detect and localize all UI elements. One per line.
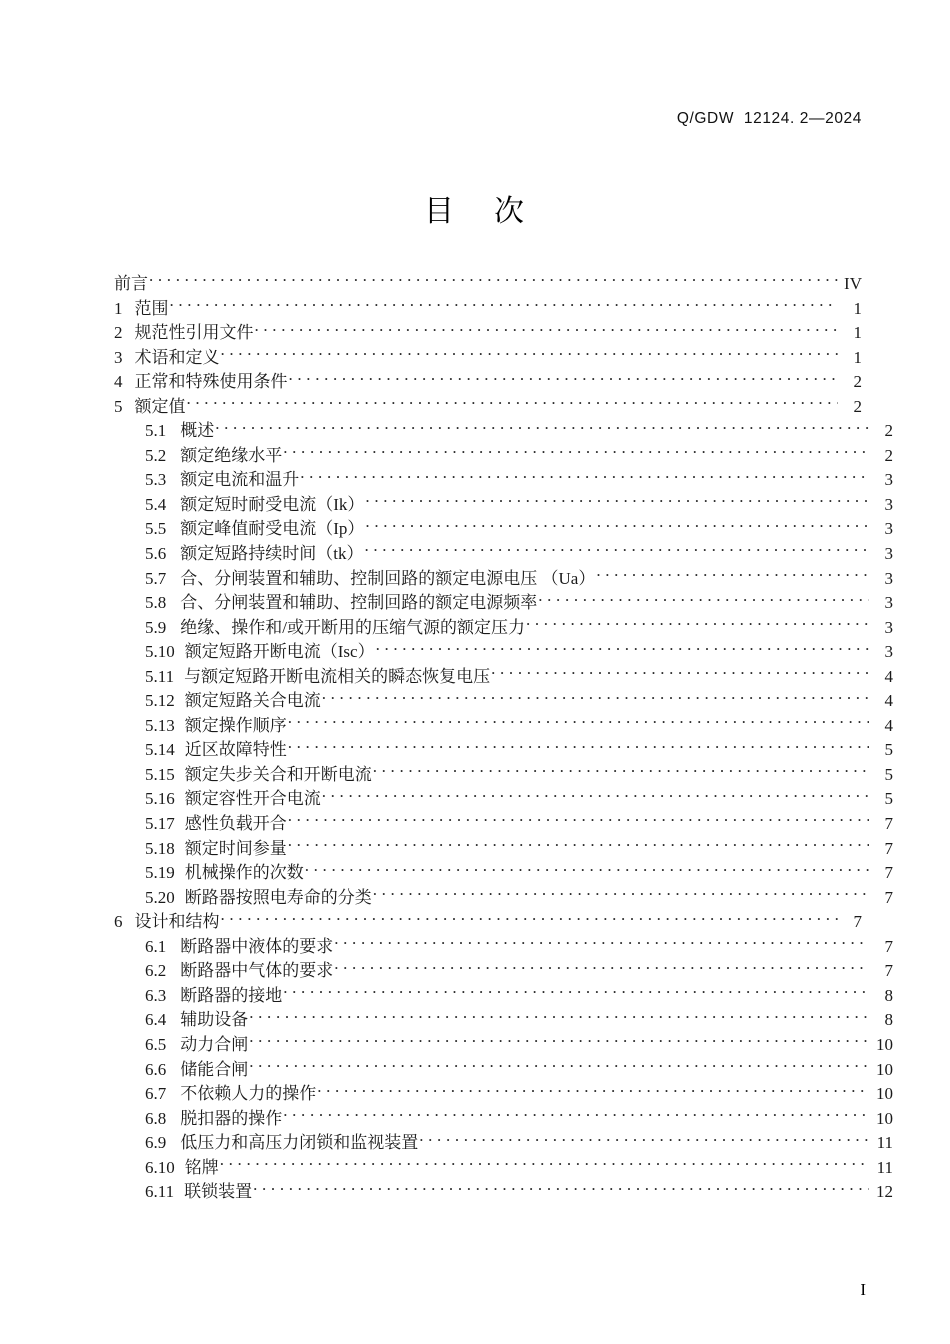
toc-entry-title: 低压力和高压力闭锁和监视装置 bbox=[180, 1133, 419, 1153]
toc-dot-leader bbox=[283, 984, 869, 1001]
toc-entry[interactable] bbox=[114, 787, 893, 812]
toc-entry-page-number: 1 bbox=[853, 323, 862, 343]
toc-dot-leader bbox=[322, 787, 869, 804]
toc-entry-page-number: 10 bbox=[876, 1034, 893, 1054]
toc-entry-title: 正常和特殊使用条件 bbox=[134, 372, 288, 392]
toc-entry-title: 额定短时耐受电流（Ik） bbox=[180, 494, 365, 514]
toc-dot-leader bbox=[373, 886, 869, 903]
toc-dot-leader bbox=[187, 395, 839, 412]
toc-entry-title: 额定短路持续时间（tk） bbox=[180, 544, 364, 564]
toc-entry-number: 6.3 bbox=[145, 985, 167, 1005]
toc-entry-title: 额定失步关合和开断电流 bbox=[184, 764, 372, 784]
toc-dot-leader bbox=[283, 444, 869, 461]
toc-entry[interactable] bbox=[114, 640, 893, 665]
running-header-standard-number: Q/GDW 12124. 2—2024 bbox=[676, 110, 862, 127]
toc-entry-page-number: 7 bbox=[884, 961, 893, 981]
toc-entry-number: 5.7 bbox=[145, 568, 167, 588]
toc-entry[interactable] bbox=[114, 542, 893, 567]
toc-entry-page-number: 7 bbox=[884, 838, 893, 858]
toc-entry-page-number: 11 bbox=[876, 1133, 893, 1153]
toc-entry-title: 额定时间参量 bbox=[184, 838, 287, 858]
toc-entry-number: 2 bbox=[114, 323, 123, 343]
toc-entry-title: 额定短路关合电流 bbox=[184, 691, 321, 711]
toc-entry-page-number: 3 bbox=[884, 617, 893, 637]
toc-dot-leader bbox=[288, 738, 869, 755]
toc-dot-leader bbox=[288, 812, 869, 829]
toc-entry-title: 储能合闸 bbox=[180, 1059, 249, 1079]
toc-entry-title: 机械操作的次数 bbox=[184, 863, 304, 883]
toc-entry-page-number: 4 bbox=[884, 691, 893, 711]
toc-entry[interactable] bbox=[114, 984, 893, 1009]
toc-dot-leader bbox=[220, 1156, 869, 1173]
toc-entry-number: 5.3 bbox=[145, 470, 167, 490]
toc-entry-title: 额定操作顺序 bbox=[184, 715, 287, 735]
toc-dot-leader bbox=[596, 567, 869, 584]
toc-entry[interactable] bbox=[114, 1082, 893, 1107]
toc-dot-leader bbox=[419, 1131, 869, 1148]
toc-entry-title: 额定值 bbox=[134, 396, 186, 416]
toc-entry-page-number: 7 bbox=[884, 863, 893, 883]
toc-entry[interactable] bbox=[114, 272, 862, 297]
toc-dot-leader bbox=[491, 665, 869, 682]
toc-entry-page-number: IV bbox=[844, 274, 862, 293]
toc-entry[interactable] bbox=[114, 763, 893, 788]
toc-entry[interactable] bbox=[114, 468, 893, 493]
toc-dot-leader bbox=[253, 1180, 869, 1197]
toc-dot-leader bbox=[334, 935, 869, 952]
toc-entry-page-number: 7 bbox=[884, 936, 893, 956]
toc-entry-number: 5.17 bbox=[145, 814, 175, 834]
toc-entry[interactable] bbox=[114, 395, 862, 420]
toc-entry-page-number: 3 bbox=[884, 568, 893, 588]
toc-entry-title: 术语和定义 bbox=[134, 347, 220, 367]
toc-entry-number: 5.18 bbox=[145, 838, 175, 858]
toc-entry-number: 6.10 bbox=[145, 1157, 175, 1177]
toc-entry-title: 额定电流和温升 bbox=[180, 470, 300, 490]
toc-entry-page-number: 1 bbox=[853, 298, 862, 318]
toc-dot-leader bbox=[365, 493, 869, 510]
toc-entry-number: 5.11 bbox=[145, 666, 175, 686]
toc-entry[interactable] bbox=[114, 567, 893, 592]
toc-dot-leader bbox=[365, 517, 869, 534]
toc-entry-number: 5.6 bbox=[145, 544, 167, 564]
toc-entry-number: 5.20 bbox=[145, 887, 175, 907]
toc-dot-leader bbox=[249, 1058, 869, 1075]
toc-entry[interactable] bbox=[114, 689, 893, 714]
toc-entry[interactable] bbox=[114, 517, 893, 542]
toc-entry[interactable] bbox=[114, 886, 893, 911]
toc-entry-title: 感性负载开合 bbox=[184, 814, 287, 834]
toc-entry-number: 6.6 bbox=[145, 1059, 167, 1079]
toc-entry-page-number: 8 bbox=[884, 985, 893, 1005]
toc-entry[interactable] bbox=[114, 321, 862, 346]
toc-entry-title: 前言 bbox=[114, 274, 148, 293]
toc-entry-number: 6.4 bbox=[145, 1010, 167, 1030]
toc-entry-title: 额定峰值耐受电流（Ip） bbox=[180, 519, 365, 539]
toc-entry-page-number: 8 bbox=[884, 1010, 893, 1030]
toc-entry-number: 6 bbox=[114, 912, 123, 932]
toc-entry[interactable] bbox=[114, 861, 893, 886]
toc-entry-title: 与额定短路开断电流相关的瞬态恢复电压 bbox=[184, 666, 491, 686]
toc-entry-number: 5.5 bbox=[145, 519, 167, 539]
toc-entry-page-number: 10 bbox=[876, 1059, 893, 1079]
footer-page-number: I bbox=[860, 1280, 866, 1299]
toc-entry[interactable] bbox=[114, 444, 893, 469]
toc-dot-leader bbox=[249, 1008, 869, 1025]
toc-dot-leader bbox=[221, 910, 839, 927]
toc-entry-page-number: 4 bbox=[884, 715, 893, 735]
toc-dot-leader bbox=[364, 542, 869, 559]
toc-entry[interactable] bbox=[114, 1107, 893, 1132]
toc-entry[interactable] bbox=[114, 665, 893, 690]
toc-dot-leader bbox=[322, 689, 869, 706]
toc-entry-title: 动力合闸 bbox=[180, 1034, 249, 1054]
toc-entry-title: 断路器的接地 bbox=[180, 985, 283, 1005]
toc-entry-number: 1 bbox=[114, 298, 123, 318]
toc-entry-title: 额定短路开断电流（Isc） bbox=[184, 642, 375, 662]
toc-entry-page-number: 2 bbox=[884, 445, 893, 465]
toc-dot-leader bbox=[526, 616, 869, 633]
toc-entry-number: 5.13 bbox=[145, 715, 175, 735]
toc-entry[interactable] bbox=[114, 738, 893, 763]
toc-dot-leader bbox=[376, 640, 869, 657]
toc-entry-title: 额定绝缘水平 bbox=[180, 445, 283, 465]
toc-entry-number: 4 bbox=[114, 372, 123, 392]
toc-entry[interactable] bbox=[114, 297, 862, 322]
toc-entry[interactable] bbox=[114, 591, 893, 616]
toc-dot-leader bbox=[255, 321, 839, 338]
toc-entry-number: 5.9 bbox=[145, 617, 167, 637]
toc-entry-title: 近区故障特性 bbox=[184, 740, 287, 760]
toc-entry[interactable] bbox=[114, 419, 893, 444]
toc-entry-page-number: 2 bbox=[884, 421, 893, 441]
toc-entry[interactable] bbox=[114, 910, 862, 935]
toc-entry-page-number: 2 bbox=[853, 396, 862, 416]
toc-dot-leader bbox=[300, 468, 869, 485]
toc-entry-page-number: 7 bbox=[884, 814, 893, 834]
toc-entry-number: 5.19 bbox=[145, 863, 175, 883]
toc-dot-leader bbox=[149, 272, 838, 289]
toc-entry-number: 5.1 bbox=[145, 421, 167, 441]
toc-entry[interactable] bbox=[114, 959, 893, 984]
toc-entry[interactable] bbox=[114, 616, 893, 641]
toc-entry-number: 6.2 bbox=[145, 961, 167, 981]
toc-entry-number: 3 bbox=[114, 347, 123, 367]
toc-entry-number: 5.2 bbox=[145, 445, 167, 465]
toc-entry-page-number: 3 bbox=[884, 642, 893, 662]
toc-entry[interactable] bbox=[114, 1008, 893, 1033]
toc-entry[interactable] bbox=[114, 1033, 893, 1058]
toc-dot-leader bbox=[334, 959, 869, 976]
toc-dot-leader bbox=[288, 714, 869, 731]
toc-dot-leader bbox=[249, 1033, 869, 1050]
toc-entry-number: 6.5 bbox=[145, 1034, 167, 1054]
toc-entry-title: 断路器中液体的要求 bbox=[180, 936, 334, 956]
toc-entry-page-number: 7 bbox=[853, 912, 862, 932]
toc-dot-leader bbox=[373, 763, 869, 780]
toc-entry-title: 绝缘、操作和/或开断用的压缩气源的额定压力 bbox=[180, 617, 525, 637]
toc-entry-page-number: 7 bbox=[884, 887, 893, 907]
toc-entry-page-number: 3 bbox=[884, 544, 893, 564]
toc-entry[interactable] bbox=[114, 935, 893, 960]
toc-entry-title: 规范性引用文件 bbox=[134, 323, 254, 343]
toc-entry-title: 合、分闸装置和辅助、控制回路的额定电源电压 （Ua） bbox=[180, 568, 596, 588]
toc-entry-page-number: 3 bbox=[884, 519, 893, 539]
toc-entry-title: 断路器按照电寿命的分类 bbox=[184, 887, 372, 907]
toc-entry[interactable] bbox=[114, 1180, 893, 1205]
toc-dot-leader bbox=[289, 370, 839, 387]
toc-entry-page-number: 11 bbox=[876, 1157, 893, 1177]
toc-dot-leader bbox=[538, 591, 869, 608]
table-of-contents bbox=[114, 272, 893, 1205]
toc-entry-number: 6.7 bbox=[145, 1084, 167, 1104]
toc-entry-page-number: 5 bbox=[884, 764, 893, 784]
toc-entry-title: 联锁装置 bbox=[184, 1182, 253, 1202]
toc-dot-leader bbox=[283, 1107, 869, 1124]
toc-entry-number: 5.8 bbox=[145, 593, 167, 613]
toc-entry-page-number: 3 bbox=[884, 593, 893, 613]
toc-entry-number: 6.8 bbox=[145, 1108, 167, 1128]
toc-entry-number: 6.9 bbox=[145, 1133, 167, 1153]
toc-entry-number: 5.4 bbox=[145, 494, 167, 514]
toc-entry-number: 5.12 bbox=[145, 691, 175, 711]
page-title: 目 次 bbox=[424, 195, 526, 228]
toc-entry-page-number: 12 bbox=[876, 1182, 893, 1202]
toc-entry-title: 额定容性开合电流 bbox=[184, 789, 321, 809]
toc-entry[interactable] bbox=[114, 812, 893, 837]
toc-entry-title: 概述 bbox=[180, 421, 215, 441]
toc-entry-title: 设计和结构 bbox=[134, 912, 220, 932]
toc-entry-number: 5.15 bbox=[145, 764, 175, 784]
toc-entry-title: 不依赖人力的操作 bbox=[180, 1084, 317, 1104]
toc-entry-title: 铭牌 bbox=[184, 1157, 219, 1177]
toc-entry-page-number: 10 bbox=[876, 1108, 893, 1128]
toc-entry[interactable] bbox=[114, 370, 862, 395]
toc-dot-leader bbox=[305, 861, 869, 878]
toc-entry-page-number: 2 bbox=[853, 372, 862, 392]
toc-entry-page-number: 3 bbox=[884, 494, 893, 514]
toc-entry-page-number: 5 bbox=[884, 789, 893, 809]
toc-entry-number: 5 bbox=[114, 396, 123, 416]
toc-entry-title: 辅助设备 bbox=[180, 1010, 249, 1030]
toc-entry-page-number: 3 bbox=[884, 470, 893, 490]
toc-entry-number: 5.16 bbox=[145, 789, 175, 809]
toc-entry-page-number: 10 bbox=[876, 1084, 893, 1104]
toc-entry[interactable] bbox=[114, 346, 862, 371]
toc-entry[interactable] bbox=[114, 493, 893, 518]
toc-dot-leader bbox=[170, 297, 839, 314]
toc-entry[interactable] bbox=[114, 1131, 893, 1156]
toc-entry-number: 5.14 bbox=[145, 740, 175, 760]
toc-entry-number: 6.1 bbox=[145, 936, 167, 956]
toc-dot-leader bbox=[221, 346, 839, 363]
toc-entry-page-number: 1 bbox=[853, 347, 862, 367]
toc-entry[interactable] bbox=[114, 837, 893, 862]
toc-entry-title: 脱扣器的操作 bbox=[180, 1108, 283, 1128]
toc-dot-leader bbox=[215, 419, 869, 436]
toc-entry[interactable] bbox=[114, 714, 893, 739]
toc-entry[interactable] bbox=[114, 1156, 893, 1181]
toc-entry-page-number: 4 bbox=[884, 666, 893, 686]
toc-entry[interactable] bbox=[114, 1058, 893, 1083]
toc-entry-title: 范围 bbox=[134, 298, 169, 318]
toc-dot-leader bbox=[288, 837, 869, 854]
toc-entry-number: 5.10 bbox=[145, 642, 175, 662]
toc-entry-title: 合、分闸装置和辅助、控制回路的额定电源频率 bbox=[180, 593, 538, 613]
toc-entry-title: 断路器中气体的要求 bbox=[180, 961, 334, 981]
toc-entry-number: 6.11 bbox=[145, 1182, 175, 1202]
toc-dot-leader bbox=[317, 1082, 869, 1099]
toc-entry-page-number: 5 bbox=[884, 740, 893, 760]
